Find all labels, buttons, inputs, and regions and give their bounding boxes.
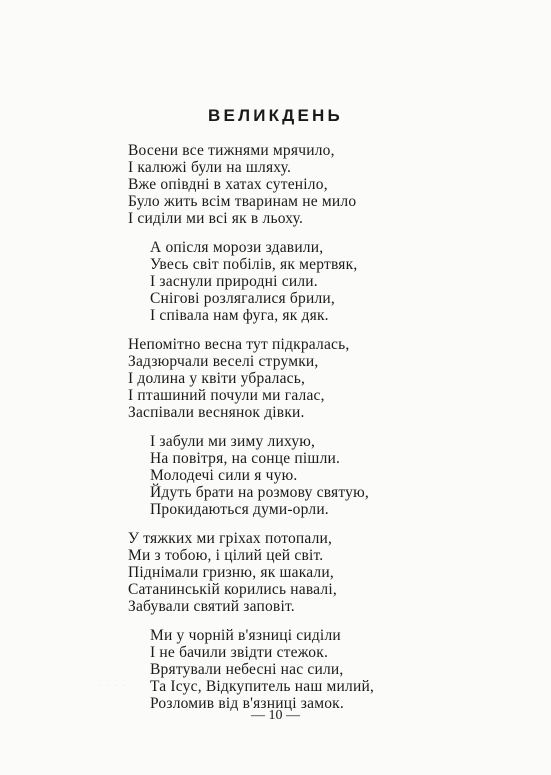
print-speck-decoration: · · · ·	[100, 683, 128, 690]
poem-line: У тяжких ми гріхах потопали,	[128, 530, 333, 547]
poem-line: І співала нам фуга, як дяк.	[150, 307, 329, 324]
poem-line: Вже опівдні в хатах сутеніло,	[128, 176, 328, 193]
poem-line: Врятували небесні нас сили,	[150, 661, 344, 678]
poem-line: Сатанинській корились навалі,	[128, 581, 337, 598]
poem-line: І заснули природні сили.	[150, 273, 318, 290]
poem-line: І пташиний почули ми галас,	[128, 387, 325, 404]
poem-body	[128, 142, 428, 724]
poem-line: Ми з тобою, і цілий цей світ.	[128, 547, 324, 564]
poem-line: Непомітно весна тут підкралась,	[128, 336, 350, 353]
poem-line: Восени все тижнями мрячило,	[128, 142, 335, 159]
stanza-1	[128, 142, 428, 227]
stanza-4	[128, 433, 428, 518]
poem-line: Піднімали гризню, як шакали,	[128, 564, 334, 581]
poem-line: Та Ісус, Відкупитель наш милий,	[150, 678, 375, 695]
poem-title: ВЕЛИКДЕНЬ	[208, 106, 343, 125]
poem-line: Було жить всім тваринам не мило	[128, 193, 357, 210]
stanza-6	[128, 627, 428, 712]
poem-line: А опісля морози здавили,	[150, 239, 324, 256]
page-number: — 10 —	[251, 708, 300, 723]
poem-line: Прокидаються думи-орли.	[150, 501, 329, 518]
stanza-2	[128, 239, 428, 324]
stanza-3	[128, 336, 428, 421]
poem-line: Йдуть брати на розмову святую,	[150, 484, 369, 501]
poem-line: Забували святий заповіт.	[128, 598, 295, 615]
poem-line: Молодечі сили я чую.	[150, 467, 298, 484]
poem-line: Заспівали веснянок дівки.	[128, 404, 305, 421]
poem-line: Задзюрчали веселі струмки,	[128, 353, 319, 370]
poem-line: І не бачили звідти стежок.	[150, 644, 329, 661]
poem-line: Увесь світ побілів, як мертвяк,	[150, 256, 358, 273]
poem-line: І калюжі були на шляху.	[128, 159, 292, 176]
poem-line: Розломив від в'язниці замок.	[150, 695, 344, 712]
poem-line: І забули ми зиму лихую,	[150, 433, 316, 450]
poem-line: Снігові розлягалися брили,	[150, 290, 335, 307]
poem-line: Ми у чорній в'язниці сиділи	[150, 627, 341, 644]
poem-line: І долина у квіти убралась,	[128, 370, 306, 387]
stanza-5	[128, 530, 428, 615]
poem-line: На повітря, на сонце пішли.	[150, 450, 341, 467]
poem-line: І сиділи ми всі як в льоху.	[128, 210, 304, 227]
